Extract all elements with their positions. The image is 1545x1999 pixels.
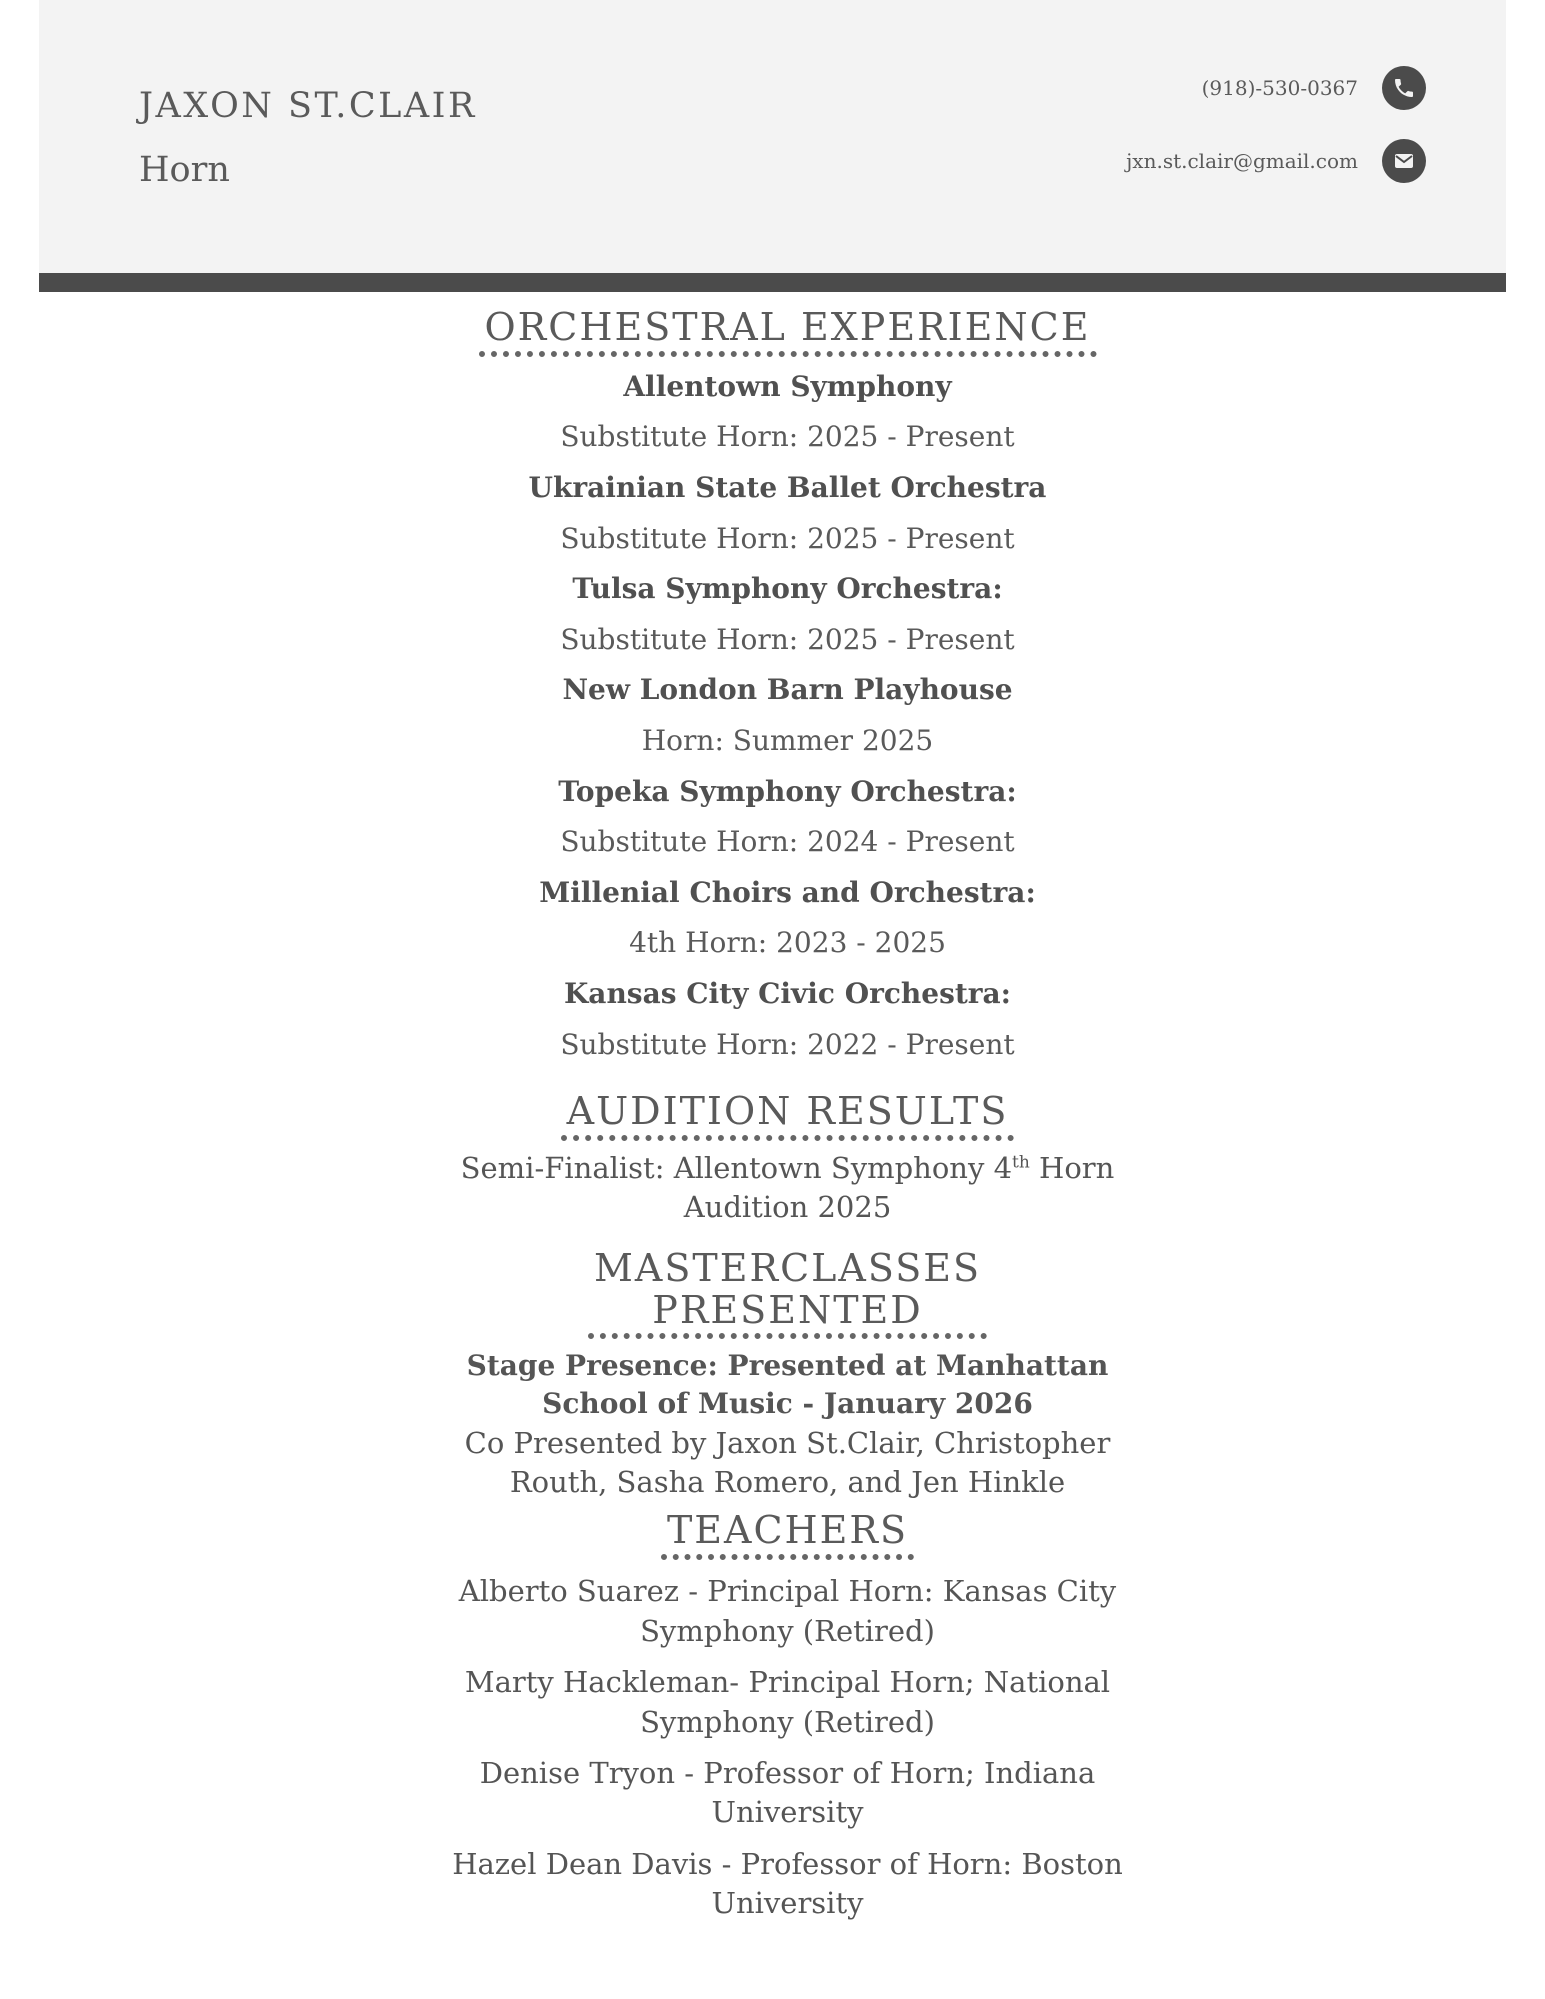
audition-text-before: Semi-Finalist: Allentown Symphony 4 bbox=[460, 1150, 1013, 1185]
header-background bbox=[39, 0, 1506, 273]
teacher-item: Hazel Dean Davis - Professor of Horn: Boston University bbox=[452, 1846, 1123, 1921]
teacher-item: Marty Hackleman- Principal Horn; National Symphony (Retired) bbox=[464, 1665, 1111, 1739]
orchestra-name: Topeka Symphony Orchestra: bbox=[558, 774, 1017, 808]
orchestra-role: Substitute Horn: 2024 - Present bbox=[560, 825, 1015, 859]
orchestral-experience-heading: ORCHESTRAL EXPERIENCE bbox=[479, 307, 1097, 357]
contact-phone bbox=[1202, 66, 1426, 110]
audition-text-after: Horn Audition 2025 bbox=[683, 1150, 1115, 1225]
phone-number[interactable]: (918)-530-0367 bbox=[1201, 76, 1358, 100]
orchestra-role: 4th Horn: 2023 - 2025 bbox=[629, 926, 946, 960]
masterclass-event: Stage Presence: Presented at Manhattan School of Music - January 2026 bbox=[466, 1349, 1109, 1421]
audition-results-section bbox=[440, 1091, 1135, 1228]
teacher-item: Alberto Suarez - Principal Horn: Kansas City Symphony (Retired) bbox=[458, 1574, 1117, 1648]
masterclasses-heading-line1: MASTERCLASSES bbox=[594, 1245, 981, 1290]
resume-body bbox=[440, 307, 1135, 1932]
orchestra-name: Millenial Choirs and Orchestra: bbox=[539, 875, 1036, 909]
orchestra-role: Substitute Horn: 2025 - Present bbox=[560, 521, 1015, 555]
orchestra-role: Substitute Horn: 2025 - Present bbox=[560, 420, 1015, 454]
masterclasses-section bbox=[440, 1245, 1135, 1503]
masterclass-presenters: Co Presented by Jaxon St.Clair, Christopher Routh, Sasha Romero, and Jen Hinkle bbox=[464, 1425, 1111, 1499]
audition-results-heading: AUDITION RESULTS bbox=[561, 1091, 1015, 1141]
orchestral-experience-section bbox=[440, 307, 1135, 1065]
teachers-list bbox=[440, 1572, 1135, 1924]
masterclasses-heading-line2: PRESENTED bbox=[652, 1287, 923, 1332]
teachers-section bbox=[440, 1510, 1135, 1923]
teacher-item: Denise Tryon - Professor of Horn; Indiana University bbox=[479, 1755, 1096, 1830]
email-address[interactable]: jxn.st.clair@gmail.com bbox=[1126, 149, 1358, 173]
orchestra-role: Horn: Summer 2025 bbox=[641, 723, 934, 757]
contact-email bbox=[1126, 139, 1426, 183]
orchestral-experience-list bbox=[440, 367, 1135, 1065]
orchestra-role: Substitute Horn: 2022 - Present bbox=[560, 1027, 1015, 1061]
phone-icon bbox=[1382, 66, 1426, 110]
candidate-instrument: Horn bbox=[139, 150, 230, 190]
envelope-icon bbox=[1382, 139, 1426, 183]
header-divider-bar bbox=[39, 273, 1506, 292]
masterclasses-heading bbox=[588, 1245, 987, 1340]
orchestra-name: New London Barn Playhouse bbox=[562, 673, 1013, 707]
orchestra-name: Tulsa Symphony Orchestra: bbox=[572, 572, 1003, 606]
orchestra-name: Ukrainian State Ballet Orchestra bbox=[528, 470, 1047, 504]
teachers-heading: TEACHERS bbox=[661, 1510, 914, 1560]
orchestra-role: Substitute Horn: 2025 - Present bbox=[560, 622, 1015, 656]
orchestra-name: Allentown Symphony bbox=[623, 369, 952, 403]
audition-result bbox=[440, 1149, 1135, 1228]
orchestra-name: Kansas City Civic Orchestra: bbox=[563, 976, 1012, 1010]
candidate-name: JAXON ST.CLAIR bbox=[139, 86, 477, 126]
audition-superscript: th bbox=[1012, 1152, 1030, 1173]
